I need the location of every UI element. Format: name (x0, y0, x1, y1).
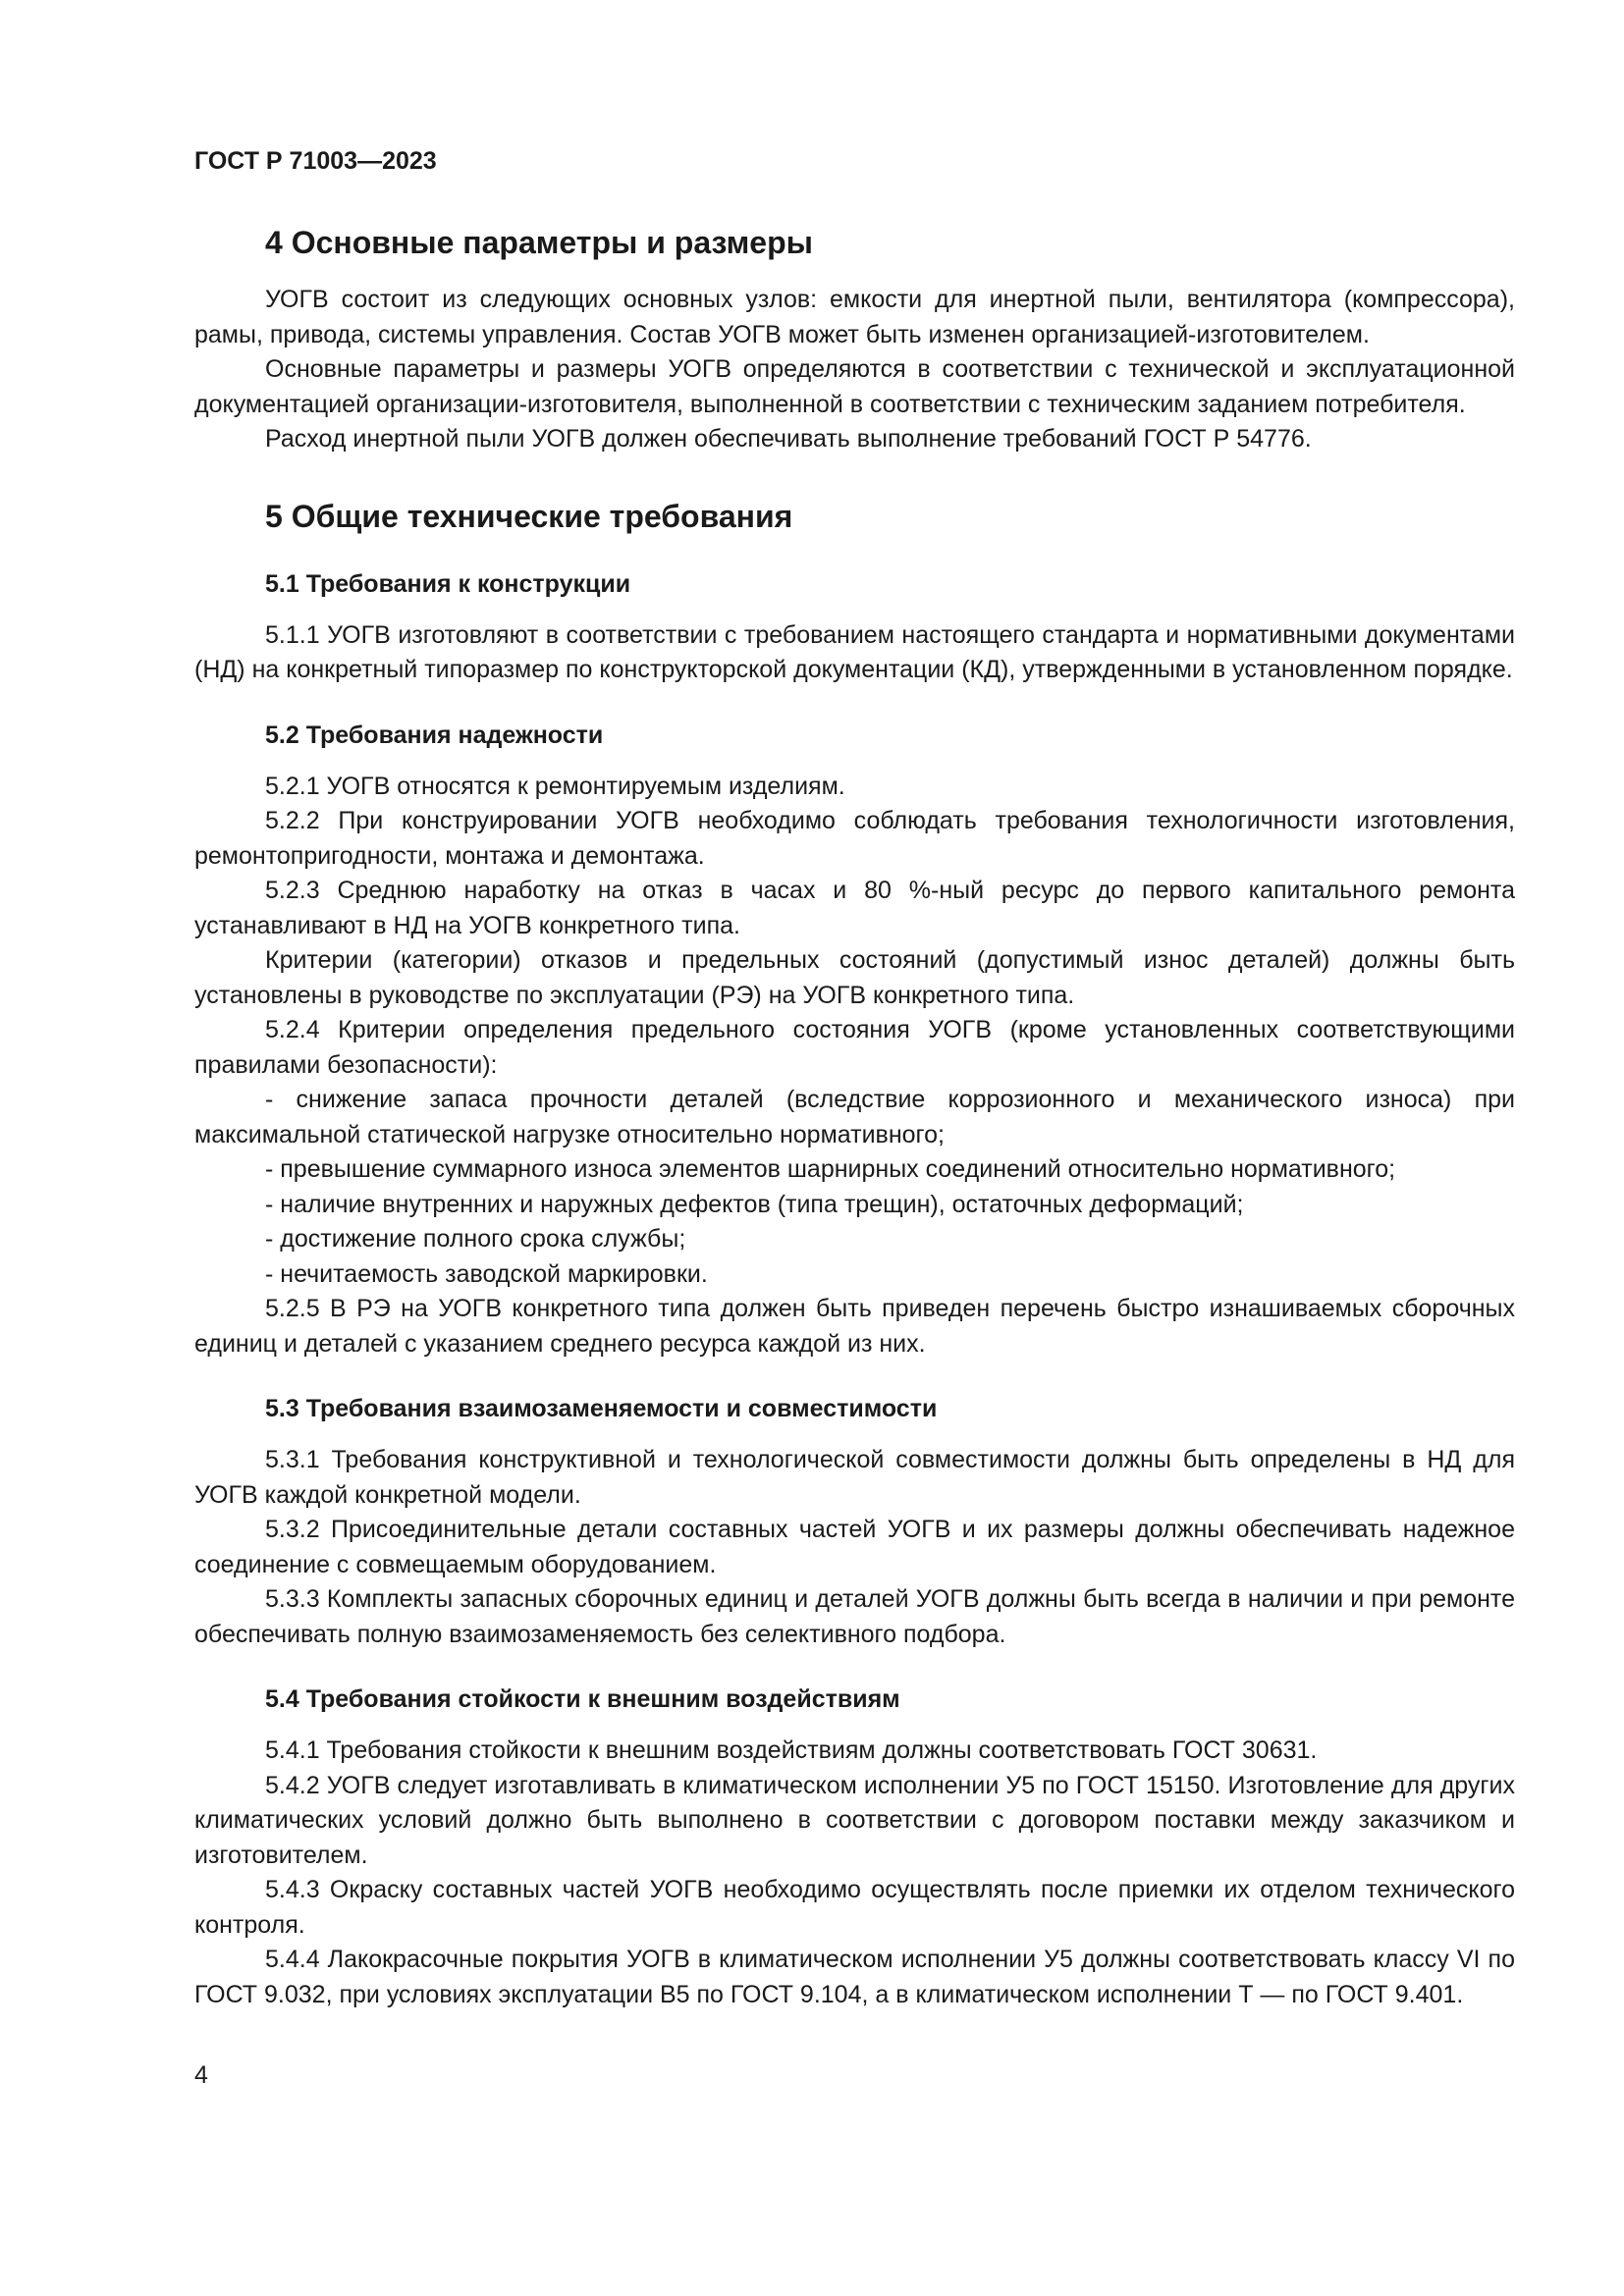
subsection-5-3-paragraph: 5.3.2 Присоединительные детали составных частей УОГВ и их размеры должны обеспечивать надежное соединение с совмещаемым оборудованием. (194, 1516, 1515, 1578)
subsection-5-4-paragraph: 5.4.2 УОГВ следует изготавливать в климатическом исполнении У5 по ГОСТ 15150. Изготовление для других климатических условий должно быть выполнено в соответствии с договором поставки между заказчиком и изготовителем. (194, 1771, 1515, 1869)
section-4-paragraph: УОГВ состоит из следующих основных узлов: емкости для инертной пыли, вентилятора (компрессора), рамы, привода, системы управления. Состав УОГВ может быть изменен организацией-изготовителем. (194, 286, 1515, 348)
subsection-5-4-title: 5.4 Требования стойкости к внешним воздействиям (265, 1685, 900, 1713)
subsection-5-4-paragraph: 5.4.4 Лакокрасочные покрытия УОГВ в климатическом исполнении У5 должны соответствовать классу VI по ГОСТ 9.032, при условиях эксплуатации В5 по ГОСТ 9.104, а в климатическом исполнении Т — по ГОСТ 9.401. (194, 1946, 1515, 2008)
list-item: - превышение суммарного износа элементов шарнирных соединений относительно нормативного; (265, 1155, 1396, 1183)
list-item: - достижение полного срока службы; (265, 1225, 686, 1253)
document-page (194, 147, 1515, 2012)
section-4-title: 4 Основные параметры и размеры (265, 225, 813, 260)
document-header: ГОСТ Р 71003—2023 (194, 147, 437, 175)
subsection-5-3-paragraph: 5.3.1 Требования конструктивной и технологической совместимости должны быть определены в НД для УОГВ каждой конкретной модели. (194, 1446, 1515, 1509)
subsection-5-4-paragraph: 5.4.1 Требования стойкости к внешним воздействиям должны соответствовать ГОСТ 30631. (265, 1736, 1318, 1764)
subsection-5-1-title: 5.1 Требования к конструкции (265, 569, 631, 598)
section-4-paragraph: Основные параметры и размеры УОГВ определяются в соответствии с технической и эксплуатационной документацией организации-изготовителя, выполненной в соответствии с техническим заданием потребителя. (194, 355, 1515, 418)
list-item: - наличие внутренних и наружных дефектов (типа трещин), остаточных деформаций; (265, 1190, 1244, 1218)
subsection-5-2-paragraph: 5.2.5 В РЭ на УОГВ конкретного типа должен быть приведен перечень быстро изнашиваемых сборочных единиц и деталей с указанием среднего ресурса каждой из них. (194, 1295, 1515, 1358)
section-5-title: 5 Общие технические требования (265, 498, 793, 534)
subsection-5-3-title: 5.3 Требования взаимозаменяемости и совместимости (265, 1395, 938, 1422)
subsection-5-2-paragraph: 5.2.3 Среднюю наработку на отказ в часах и 80 %-ный ресурс до первого капитального ремонта устанавливают в НД на УОГВ конкретного типа. (194, 877, 1515, 939)
list-item: - снижение запаса прочности деталей (вследствие коррозионного и механического износа) при максимальной статической нагрузке относительно нормативного; (194, 1086, 1515, 1148)
subsection-5-2-paragraph: 5.2.4 Критерии определения предельного состояния УОГВ (кроме установленных соответствующими правилами безопасности): (194, 1016, 1515, 1079)
section-4-paragraph: Расход инертной пыли УОГВ должен обеспечивать выполнение требований ГОСТ Р 54776. (265, 425, 1312, 453)
list-item: - нечитаемость заводской маркировки. (265, 1259, 708, 1288)
page-number: 4 (194, 2061, 208, 2089)
subsection-5-4-paragraph: 5.4.3 Окраску составных частей УОГВ необходимо осуществлять после приемки их отделом технического контроля. (194, 1876, 1515, 1939)
subsection-5-2-title: 5.2 Требования надежности (265, 721, 604, 749)
subsection-5-2-paragraph: 5.2.2 При конструировании УОГВ необходимо соблюдать требования технологичности изготовления, ремонтопригодности, монтажа и демонтажа. (194, 807, 1515, 870)
subsection-5-3-paragraph: 5.3.3 Комплекты запасных сборочных единиц и деталей УОГВ должны быть всегда в наличии и при ремонте обеспечивать полную взаимозаменяемость без селективного подбора. (194, 1585, 1515, 1648)
subsection-5-2-paragraph: Критерии (категории) отказов и предельных состояний (допустимый износ деталей) должны быть установлены в руководстве по эксплуатации (РЭ) на УОГВ конкретного типа. (194, 946, 1515, 1009)
subsection-5-1-paragraph: 5.1.1 УОГВ изготовляют в соответствии с требованием настоящего стандарта и нормативными документами (НД) на конкретный типоразмер по конструкторской документации (КД), утвержденными в установленном порядке. (194, 620, 1515, 683)
subsection-5-2-paragraph: 5.2.1 УОГВ относятся к ремонтируемым изделиям. (265, 772, 845, 800)
